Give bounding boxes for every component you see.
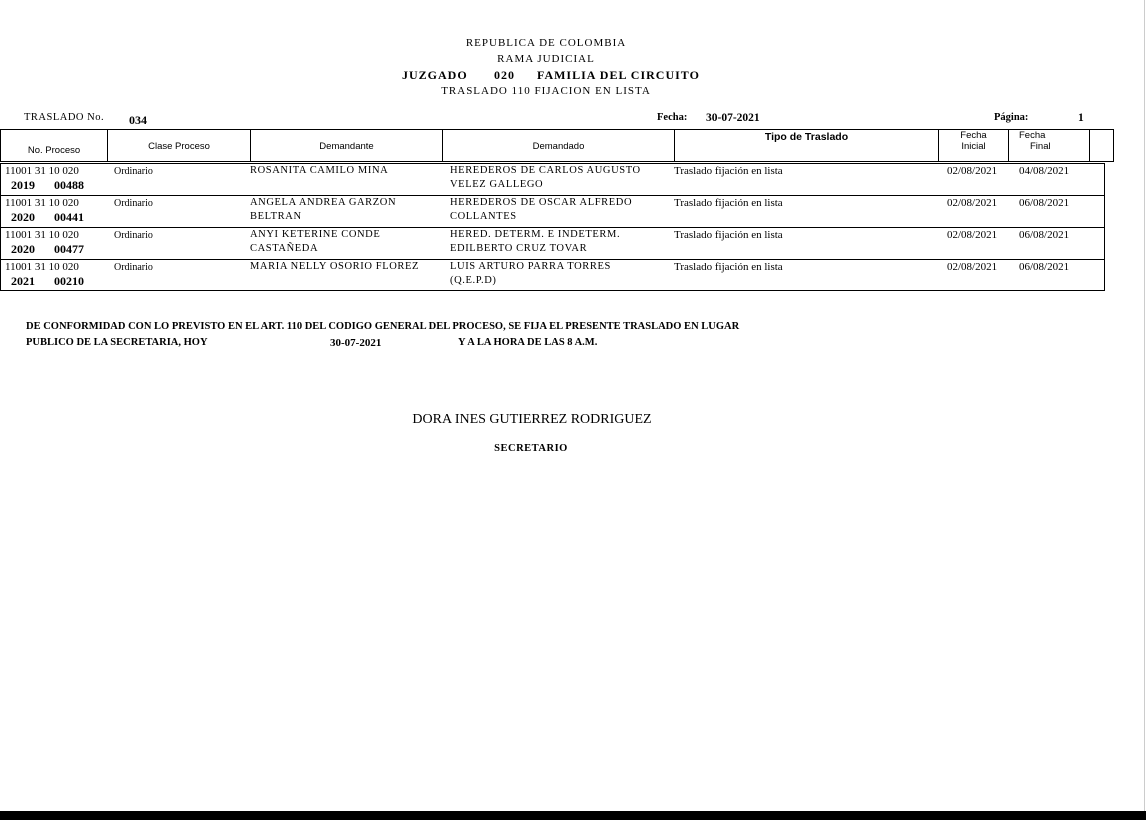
col-demandado-label: Demandado bbox=[532, 141, 585, 152]
header-juzgado-number: 020 bbox=[494, 68, 515, 82]
table-row bbox=[1, 164, 1104, 196]
table-body bbox=[0, 163, 1105, 291]
demandante-line2: CASTAÑEDA bbox=[250, 243, 319, 254]
demandado-line1: LUIS ARTURO PARRA TORRES bbox=[450, 261, 611, 272]
footer-statement-line2: PUBLICO DE LA SECRETARIA, HOY bbox=[26, 337, 208, 348]
proceso-code: 11001 31 10 020 bbox=[5, 261, 79, 273]
col-demandante bbox=[251, 130, 443, 161]
col-clase bbox=[108, 130, 251, 161]
proceso-code: 11001 31 10 020 bbox=[5, 197, 79, 209]
page-edge bbox=[1144, 0, 1145, 811]
col-fecha-final bbox=[1009, 130, 1090, 161]
col-fecha-inicial bbox=[939, 130, 1009, 161]
clase-proceso: Ordinario bbox=[114, 166, 153, 177]
proceso-code: 11001 31 10 020 bbox=[5, 229, 79, 241]
pagina-label: Página: bbox=[994, 112, 1029, 123]
tipo-traslado: Traslado fijación en lista bbox=[674, 197, 783, 209]
signer-name: DORA INES GUTIERREZ RODRIGUEZ bbox=[412, 412, 652, 427]
demandado-line2: VELEZ GALLEGO bbox=[450, 179, 544, 190]
table-row bbox=[1, 228, 1104, 260]
header-branch: RAMA JUDICIAL bbox=[497, 53, 595, 65]
fecha-final: 06/08/2021 bbox=[1019, 229, 1070, 241]
col-fecha-inicial-label1: Fecha bbox=[960, 130, 987, 141]
header-juzgado-name: FAMILIA DEL CIRCUITO bbox=[537, 68, 700, 82]
signer-role: SECRETARIO bbox=[494, 443, 568, 454]
col-no-proceso bbox=[1, 130, 108, 161]
col-no-proceso-label: No. Proceso bbox=[27, 145, 81, 156]
demandante-line1: ANYI KETERINE CONDE bbox=[250, 229, 381, 240]
fecha-value: 30-07-2021 bbox=[706, 112, 760, 124]
demandante-line1: ROSANITA CAMILO MINA bbox=[250, 165, 389, 176]
demandante-line1: MARIA NELLY OSORIO FLOREZ bbox=[250, 261, 420, 272]
table-header-extension bbox=[1087, 129, 1114, 162]
proceso-year-number: 2019 00488 bbox=[11, 178, 84, 192]
demandado-line2: EDILBERTO CRUZ TOVAR bbox=[450, 243, 588, 254]
table-row bbox=[1, 260, 1104, 290]
footer-date: 30-07-2021 bbox=[330, 337, 382, 349]
bottom-bar bbox=[0, 811, 1146, 820]
fecha-inicial: 02/08/2021 bbox=[947, 165, 998, 177]
demandado-line1: HEREDEROS DE CARLOS AUGUSTO bbox=[450, 165, 641, 176]
col-demandante-label: Demandante bbox=[319, 141, 374, 152]
col-tipo bbox=[675, 130, 939, 161]
fecha-final: 06/08/2021 bbox=[1019, 197, 1070, 209]
header-juzgado-label: JUZGADO bbox=[402, 68, 468, 82]
clase-proceso: Ordinario bbox=[114, 198, 153, 209]
proceso-year-number: 2020 00477 bbox=[11, 242, 84, 256]
col-tipo-label: Tipo de Traslado bbox=[764, 131, 849, 143]
col-fecha-final-label2: Final bbox=[1030, 141, 1051, 152]
fecha-label: Fecha: bbox=[657, 112, 688, 123]
clase-proceso: Ordinario bbox=[114, 262, 153, 273]
col-fecha-final-label1: Fecha bbox=[1019, 130, 1046, 141]
demandado-line2: (Q.E.P.D) bbox=[450, 275, 497, 286]
traslado-label: TRASLADO No. bbox=[24, 112, 105, 123]
footer-statement-line1: DE CONFORMIDAD CON LO PREVISTO EN EL ART. 110 DEL CODIGO GENERAL DEL PROCESO, SE FIJA EL PRESENTE TRASLADO EN LUGAR bbox=[26, 321, 740, 332]
tipo-traslado: Traslado fijación en lista bbox=[674, 261, 783, 273]
demandado-line1: HEREDEROS DE OSCAR ALFREDO bbox=[450, 197, 633, 208]
col-fecha-inicial-label2: Inicial bbox=[961, 141, 986, 152]
clase-proceso: Ordinario bbox=[114, 230, 153, 241]
demandante-line1: ANGELA ANDREA GARZON bbox=[250, 197, 397, 208]
demandado-line1: HERED. DETERM. E INDETERM. bbox=[450, 229, 621, 240]
demandado-line2: COLLANTES bbox=[450, 211, 517, 222]
col-demandado bbox=[443, 130, 675, 161]
table-header bbox=[0, 129, 1088, 162]
fecha-inicial: 02/08/2021 bbox=[947, 197, 998, 209]
demandante-line2: BELTRAN bbox=[250, 211, 302, 222]
traslado-number: 034 bbox=[129, 113, 147, 127]
fecha-final: 06/08/2021 bbox=[1019, 261, 1070, 273]
col-clase-label: Clase Proceso bbox=[148, 141, 210, 152]
header-traslado-title: TRASLADO 110 FIJACION EN LISTA bbox=[441, 85, 651, 97]
proceso-year-number: 2020 00441 bbox=[11, 210, 84, 224]
tipo-traslado: Traslado fijación en lista bbox=[674, 229, 783, 241]
proceso-year-number: 2021 00210 bbox=[11, 274, 84, 288]
footer-hour: Y A LA HORA DE LAS 8 A.M. bbox=[458, 337, 598, 348]
tipo-traslado: Traslado fijación en lista bbox=[674, 165, 783, 177]
pagina-value: 1 bbox=[1078, 112, 1084, 124]
fecha-final: 04/08/2021 bbox=[1019, 165, 1070, 177]
proceso-code: 11001 31 10 020 bbox=[5, 165, 79, 177]
fecha-inicial: 02/08/2021 bbox=[947, 229, 998, 241]
header-country: REPUBLICA DE COLOMBIA bbox=[465, 37, 627, 49]
table-row bbox=[1, 196, 1104, 228]
fecha-inicial: 02/08/2021 bbox=[947, 261, 998, 273]
